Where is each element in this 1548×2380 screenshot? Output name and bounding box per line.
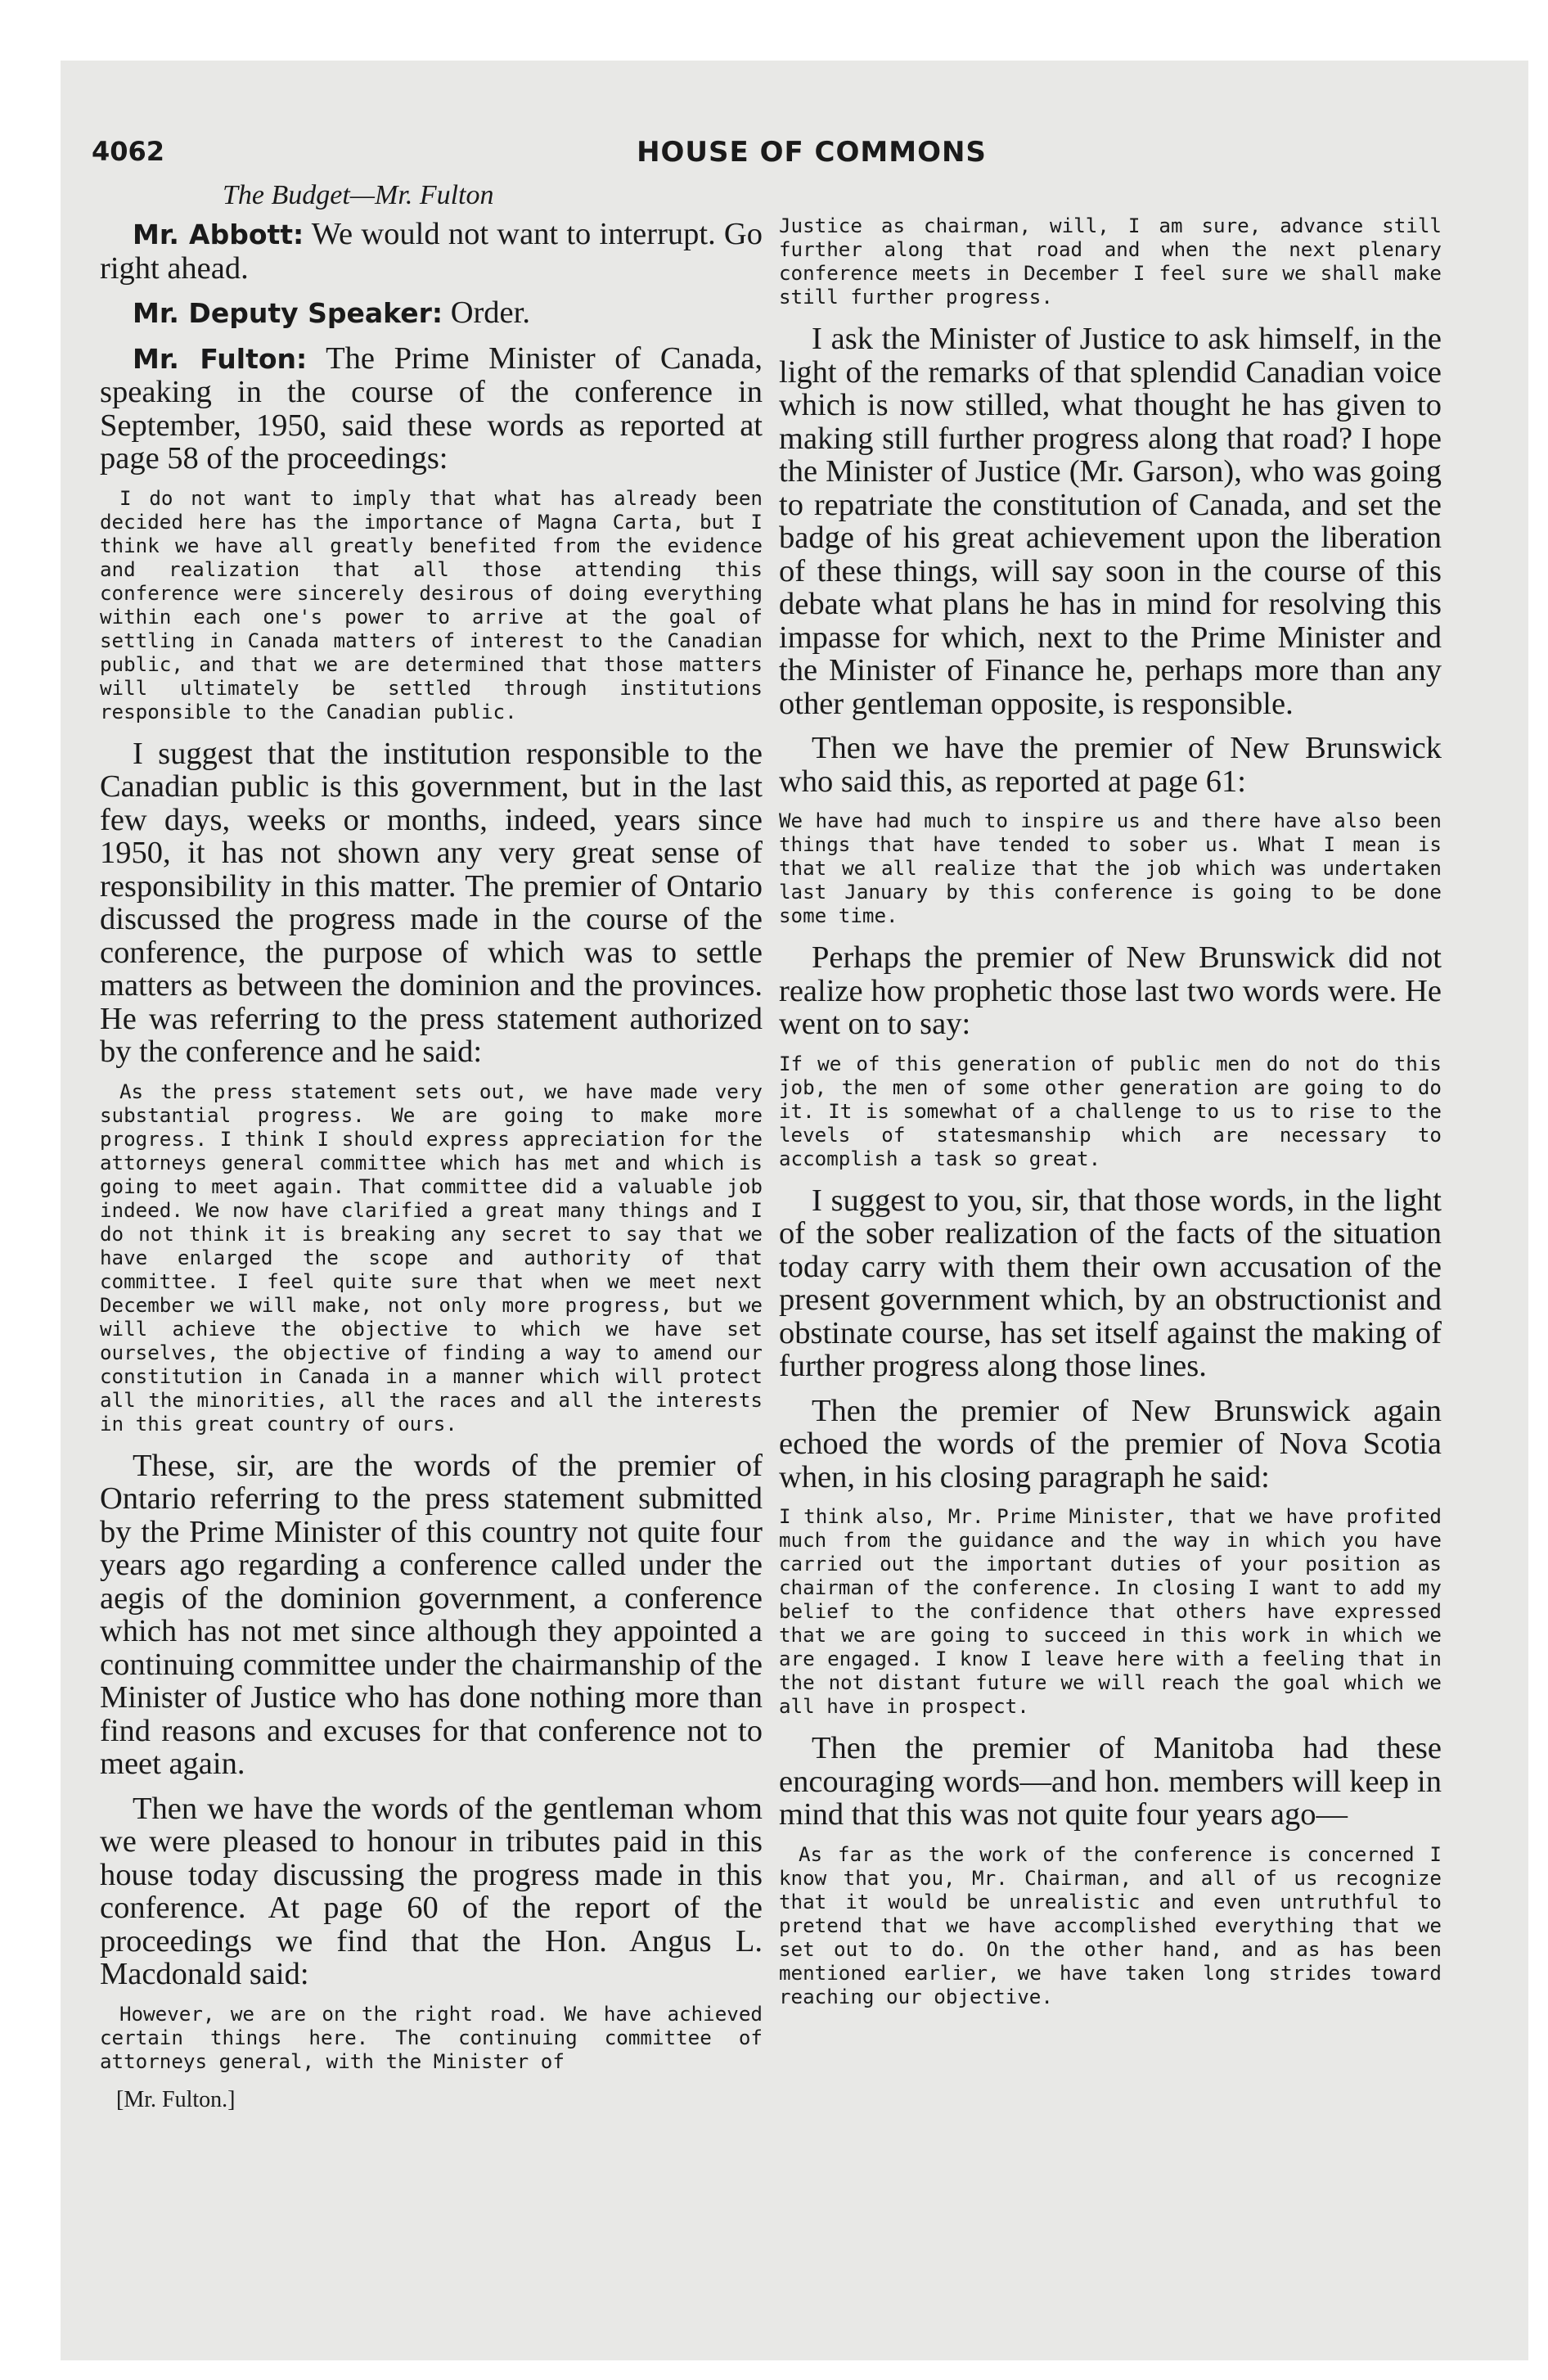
paragraph-text: The Prime Minister of Canada, speaking in the course of the conference in September, 1950, said these words as reported at page 58 of the proceedings: [100,340,763,476]
paragraph: I ask the Minister of Justice to ask himself, in the light of the remarks of that splendid Canadian voice which is now stilled, what thought he has given to making still further progress along that road? I hope the Minister of Justice (Mr. Garson), who was going to repatriate the constitution of Canada, and set the badge of his great achievement upon the liberation of these things, will say soon in the course of this debate what plans he has in mind for resolving this impasse for which, next to the Prime Minister and the Minister of Finance he, perhaps more than any other gentleman opposite, is responsible. [779,322,1442,721]
paragraph: Perhaps the premier of New Brunswick did not realize how prophetic those last two words were. He went on to say: [779,940,1442,1041]
paragraph: Then we have the premier of New Brunswick who said this, as reported at page 61: [779,731,1442,799]
paragraph-text: Order. [443,295,530,330]
paragraph [100,218,763,285]
speaker-name: Mr. Deputy Speaker: [133,297,443,329]
paragraph: I suggest to you, sir, that those words, in the light of the sober realization of the facts of the situation today carry with them their own accusation of the present government which, by an obstructionist and obstinate course, has set itself against the making of further progress along those lines. [779,1183,1442,1383]
speaker-name: Mr. Fulton: [133,342,308,375]
quotation: Justice as chairman, will, I am sure, advance still further along that road and when the next plenary conference meets in December I feel sure we shall make still further progress. [779,214,1442,309]
paragraph-text: We would not want to interrupt. Go right ahead. [100,217,763,286]
paragraph [100,342,763,476]
paragraph: I suggest that the institution responsible to the Canadian public is this government, but in the last few days, weeks or months, indeed, years since 1950, it has not shown any very great sense of responsibility in this matter. The premier of Ontario discussed the progress made in the course of the conference, the purpose of which was to settle matters as between the dominion and the provinces. He was referring to the press statement authorized by the conference and he said: [100,736,763,1069]
speaker-name: Mr. Abbott: [133,219,304,250]
paragraph: Then the premier of Manitoba had these encouraging words—and hon. members will keep in mind that this was not quite four years ago— [779,1731,1442,1832]
left-column [100,180,763,2113]
paragraph: Then we have the words of the gentleman whom we were pleased to honour in tributes paid in this house today discussing the progress made in this conference. At page 60 of the report of the proceedings we find that the Hon. Angus L. Macdonald said: [100,1791,763,1991]
quotation: If we of this generation of public men do not do this job, the men of some other generation are going to do it. It is somewhat of a challenge to us to rise to the levels of statesmanship which are necessary to accomplish a task so great. [779,1052,1442,1170]
paragraph [100,296,763,331]
journal-title: HOUSE OF COMMONS [637,136,987,169]
right-column [779,210,1442,2022]
speaker-signature: [Mr. Fulton.] [116,2086,236,2112]
quotation: However, we are on the right road. We have achieved certain things here. The continuing committee of attorneys general, with the Minister of [100,2002,763,2073]
page-number: 4062 [92,136,165,167]
quotation: As far as the work of the conference is concerned I know that you, Mr. Chairman, and all of us recognize that it would be unrealistic and even untruthful to pretend that we have accomplished everything that we set out to do. On the other hand, and as has been mentioned earlier, we have taken long strides toward reaching our objective. [779,1842,1442,2008]
quotation: As the press statement sets out, we have made very substantial progress. We are going to make more progress. I think I should express appreciation for the attorneys general committee which has met and which is going to meet again. That committee did a valuable job indeed. We now have clarified a great many things and I do not think it is breaking any secret to say that we have enlarged the scope and authority of that committee. I feel quite sure that when we meet next December we will make, not only more progress, but we will achieve the objective to which we have set ourselves, the objective of finding a way to amend our constitution in Canada in a manner which will protect all the minorities, all the races and all the interests in this great country of ours. [100,1080,763,1436]
quotation: We have had much to inspire us and there have also been things that have tended to sober us. What I mean is that we all realize that the job which was undertaken last January by this conference is going to be done some time. [779,809,1442,927]
quotation: I think also, Mr. Prime Minister, that we have profited much from the guidance and the way in which you have carried out the important duties of your position as chairman of the conference. In closing I want to add my belief to the confidence that others have expressed that we are going to succeed in this work in which we are engaged. I know I leave here with a feeling that in the not distant future we will reach the goal which we all have in prospect. [779,1505,1442,1718]
paragraph: These, sir, are the words of the premier of Ontario referring to the press statement submitted by the Prime Minister of this country not quite four years ago regarding a conference called under the aegis of the dominion government, a conference which has not met since although they appointed a continuing committee under the chairmanship of the Minister of Justice who has done nothing more than find reasons and excuses for that conference not to meet again. [100,1448,763,1781]
quotation: I do not want to imply that what has already been decided here has the importance of Magna Carta, but I think we have all greatly benefited from the evidence and realization that all those attending this conference were sincerely desirous of doing everything within each one's power to arrive at the goal of settling in Canada matters of interest to the Canadian public, and that we are determined that those matters will ultimately be settled through institutions responsible to the Canadian public. [100,486,763,723]
running-head: The Budget—Mr. Fulton [223,180,494,210]
paragraph: Then the premier of New Brunswick again echoed the words of the premier of Nova Scotia when, in his closing paragraph he said: [779,1393,1442,1494]
page-header [92,136,1466,177]
